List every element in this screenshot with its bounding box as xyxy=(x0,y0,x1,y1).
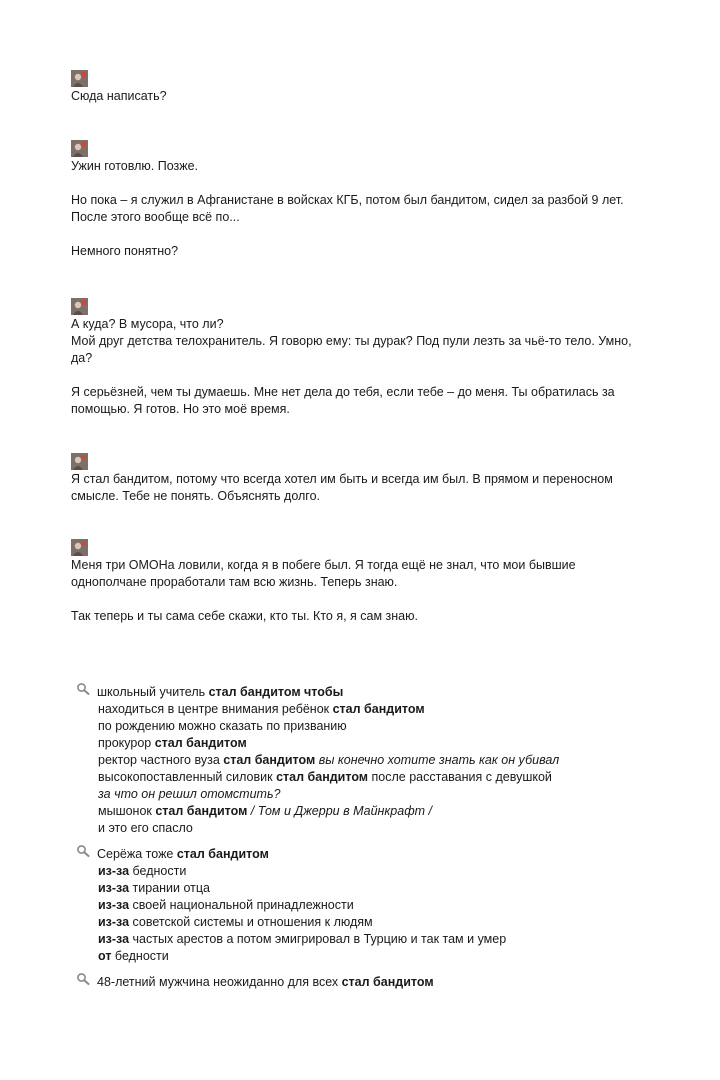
suggestion-line xyxy=(98,752,676,769)
bold-query-text: из-за xyxy=(98,932,130,946)
suggestion-line xyxy=(98,701,676,718)
suggestion-text: находиться в центре внимания ребёнок xyxy=(98,702,333,716)
message-line: однополчане проработали там всю жизнь. Теперь знаю. xyxy=(71,575,398,589)
bold-query-text: из-за xyxy=(98,881,130,895)
message-line: После этого вообще всё по... xyxy=(71,210,240,224)
suggestion-text: своей национальной принадлежности xyxy=(129,898,354,912)
message-line: Мой друг детства телохранитель. Я говорю ему: ты дурак? Под пули лезть за чьё-то тело. Умно, xyxy=(71,334,632,348)
suggestion-line xyxy=(98,931,676,948)
message-3 xyxy=(71,298,671,418)
bold-query-text: из-за xyxy=(98,915,130,929)
suggestion-text: тирании отца xyxy=(129,881,211,895)
message-1 xyxy=(71,70,671,105)
suggestion-line xyxy=(98,948,676,965)
message-line: Ужин готовлю. Позже. xyxy=(71,159,199,173)
bold-query-text: стал бандитом xyxy=(176,847,269,861)
search-suggestion-2[interactable] xyxy=(76,846,676,965)
suggestion-text: и это его спасло xyxy=(98,821,193,835)
suggestion-text: частых арестов а потом эмигрировал в Турцию и так там и умер xyxy=(129,932,507,946)
suggestion-line xyxy=(97,684,676,701)
message-line: Я серьёзней, чем ты думаешь. Мне нет дела до тебя, если тебе – до меня. Ты обратилась за xyxy=(71,385,615,399)
message-line: Сюда написать? xyxy=(71,89,167,103)
suggestion-text: по рождению можно сказать по призванию xyxy=(98,719,347,733)
suggestion-line xyxy=(98,803,676,820)
bold-query-text: стал бандитом чтобы xyxy=(208,685,344,699)
suggestion-text: советской системы и отношения к людям xyxy=(129,915,373,929)
message-2 xyxy=(71,140,671,260)
italic-text: за что он решил отомстить? xyxy=(98,787,281,801)
italic-text: / Том и Джерри в Майнкрафт / xyxy=(247,804,433,818)
search-icon xyxy=(76,972,90,986)
user-avatar-icon xyxy=(71,453,88,470)
message-5 xyxy=(71,539,671,625)
suggestion-text: мышонок xyxy=(98,804,156,818)
suggestion-text: 48-летний мужчина неожиданно для всех xyxy=(97,975,342,989)
message-line: Немного понятно? xyxy=(71,244,179,258)
message-line: помощью. Я готов. Но это моё время. xyxy=(71,402,290,416)
message-line: Меня три ОМОНа ловили, когда я в побеге был. Я тогда ещё не знал, что мои бывшие xyxy=(71,558,576,572)
suggestion-text: Серёжа тоже xyxy=(97,847,177,861)
user-avatar-icon xyxy=(71,539,88,556)
suggestion-text: школьный учитель xyxy=(97,685,209,699)
bold-query-text: от xyxy=(98,949,112,963)
suggestion-line xyxy=(98,820,676,837)
message-line: Но пока – я служил в Афганистане в войсках КГБ, потом был бандитом, сидел за разбой 9 лет. xyxy=(71,193,624,207)
suggestion-text: прокурор xyxy=(98,736,155,750)
suggestion-line xyxy=(98,718,676,735)
message-line: Я стал бандитом, потому что всегда хотел им быть и всегда им был. В прямом и переносном xyxy=(71,472,613,486)
suggestion-text: бедности xyxy=(111,949,169,963)
user-avatar-icon xyxy=(71,298,88,315)
bold-query-text: стал бандитом xyxy=(341,975,434,989)
message-line: Так теперь и ты сама себе скажи, кто ты. Кто я, я сам знаю. xyxy=(71,609,418,623)
message-4 xyxy=(71,453,671,505)
suggestion-line xyxy=(98,735,676,752)
search-suggestion-1[interactable] xyxy=(76,684,676,837)
search-icon xyxy=(76,682,90,696)
suggestion-line xyxy=(98,880,676,897)
search-icon xyxy=(76,844,90,858)
user-avatar-icon xyxy=(71,140,88,157)
suggestion-line xyxy=(98,897,676,914)
message-line: смысле. Тебе не понять. Объяснять долго. xyxy=(71,489,321,503)
bold-query-text: стал бандитом xyxy=(332,702,425,716)
bold-query-text: из-за xyxy=(98,898,130,912)
suggestion-line xyxy=(98,863,676,880)
suggestion-text: высокопоставленный силовик xyxy=(98,770,277,784)
suggestion-line xyxy=(98,786,676,803)
suggestion-line xyxy=(97,846,676,863)
italic-text: вы конечно хотите знать как он убивал xyxy=(315,753,560,767)
message-line: А куда? В мусора, что ли? xyxy=(71,317,224,331)
suggestion-line xyxy=(97,974,676,991)
suggestion-line xyxy=(98,914,676,931)
suggestion-line xyxy=(98,769,676,786)
user-avatar-icon xyxy=(71,70,88,87)
bold-query-text: стал бандитом xyxy=(155,804,248,818)
bold-query-text: стал бандитом xyxy=(154,736,247,750)
bold-query-text: из-за xyxy=(98,864,130,878)
bold-query-text: стал бандитом xyxy=(223,753,316,767)
message-line: да? xyxy=(71,351,93,365)
suggestion-text: ректор частного вуза xyxy=(98,753,224,767)
search-suggestion-3[interactable] xyxy=(76,974,676,991)
bold-query-text: стал бандитом xyxy=(276,770,369,784)
suggestion-text: бедности xyxy=(129,864,187,878)
suggestion-text: после расставания с девушкой xyxy=(368,770,552,784)
